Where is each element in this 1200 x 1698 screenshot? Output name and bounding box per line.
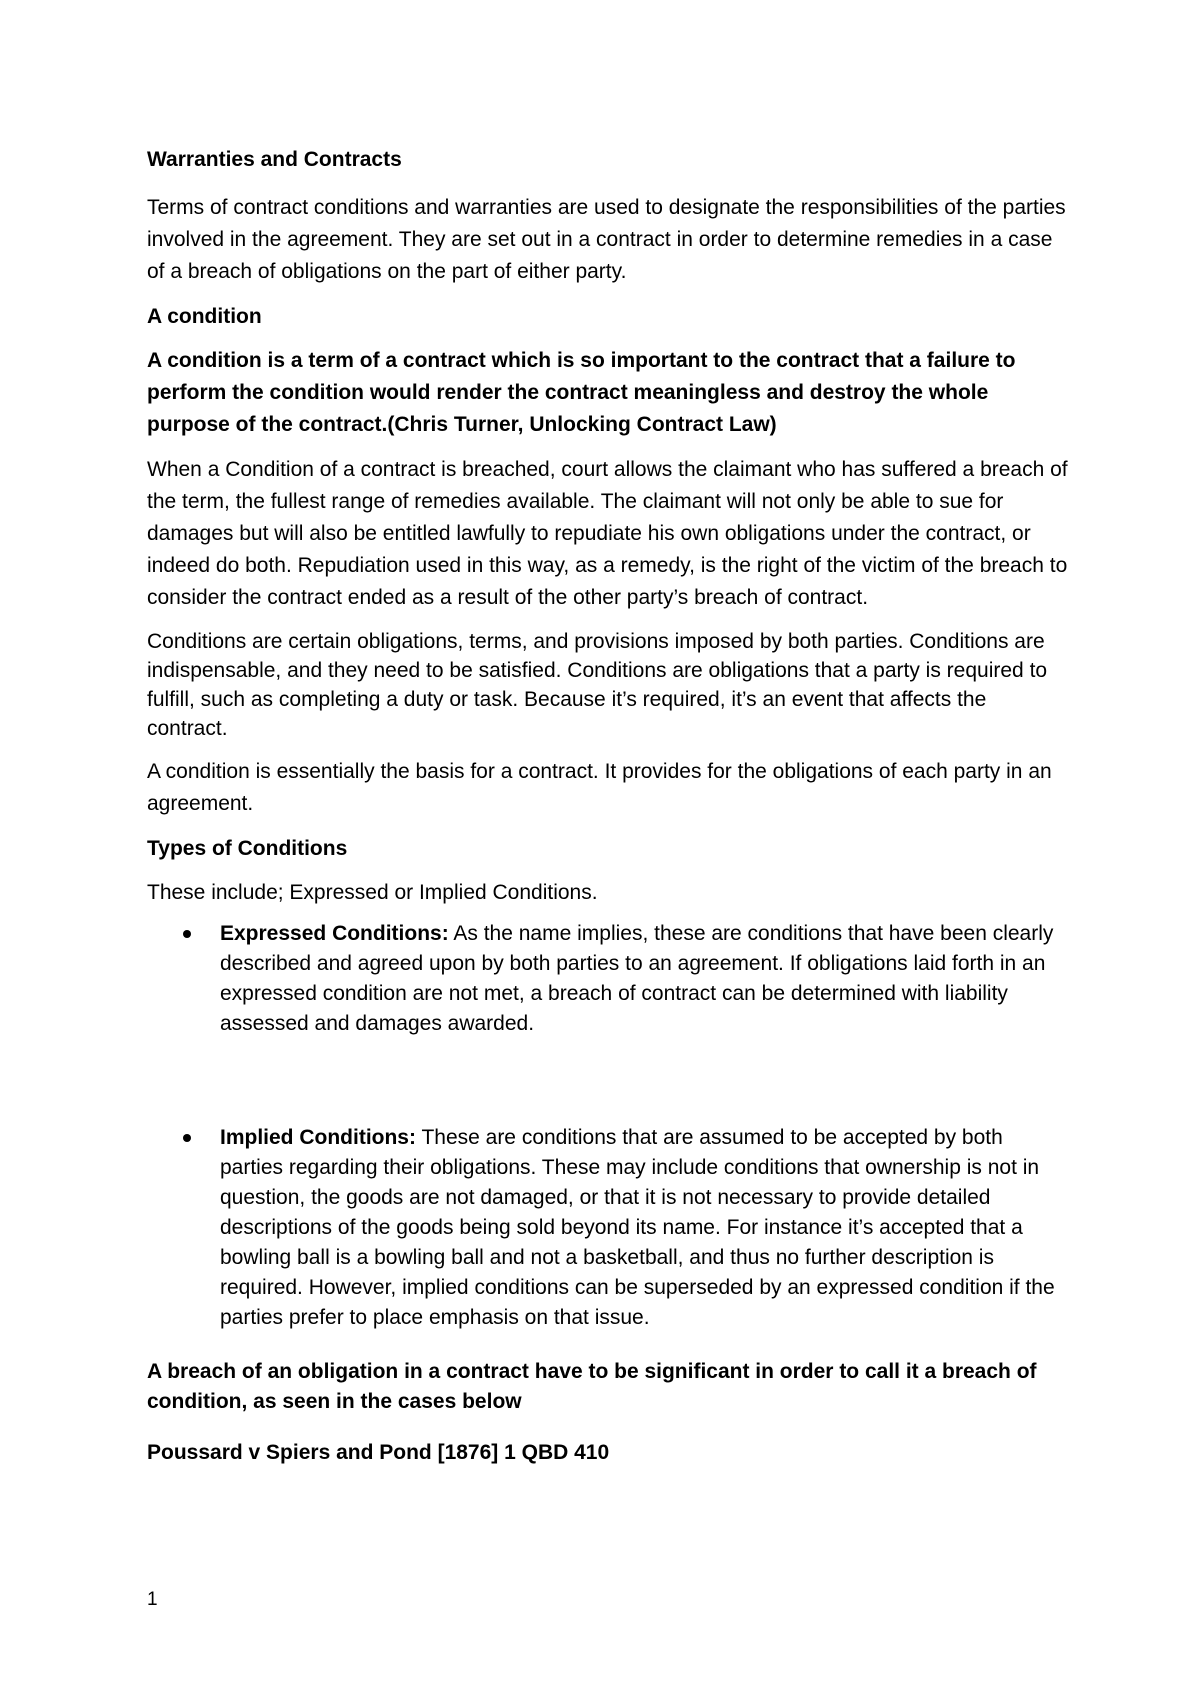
bullet-icon: [183, 930, 191, 938]
conditions-list: [147, 919, 1069, 1333]
significance-statement: A breach of an obligation in a contract have to be significant in order to call it a breach of condition, as seen in the cases below: [147, 1360, 1037, 1413]
conditions-paragraph: Conditions are certain obligations, terms, and provisions imposed by both parties. Conditions are indispensable, and they need to be satisfied. Conditions are obligations that a party is required to fulfill, such as completing a duty or task. Because it’s required, it’s an event that affects the contract.: [147, 630, 1048, 740]
implied-term: Implied Conditions:: [220, 1126, 416, 1149]
intro-paragraph: Terms of contract conditions and warranties are used to designate the responsibilities of the parties involved in the agreement. They are set out in a contract in order to determine remedies in a case of a breach of obligations on the part of either party.: [147, 196, 1066, 283]
list-item-expressed: [147, 919, 1069, 1039]
bullet-icon: [183, 1134, 191, 1142]
condition-heading: A condition: [147, 305, 262, 328]
list-item-implied: [147, 1123, 1069, 1333]
expressed-term: Expressed Conditions:: [220, 922, 449, 945]
types-intro: These include; Expressed or Implied Conditions.: [147, 881, 598, 904]
case-citation: Poussard v Spiers and Pond [1876] 1 QBD 410: [147, 1441, 610, 1464]
expressed-text: As the name implies, these are conditions that have been clearly described and agreed upon by both parties to an agreement. If obligations laid forth in an expressed condition are not met, a breach of contract can be determined with liability assessed and damages awarded.: [220, 922, 1054, 1035]
page-number: 1: [147, 1589, 158, 1610]
document-title: Warranties and Contracts: [147, 148, 402, 171]
condition-definition: A condition is a term of a contract which is so important to the contract that a failure to perform the condition would render the contract meaningless and destroy the whole purpose of the contract.(Chris Turner, Unlocking Contract Law): [147, 349, 1016, 436]
breach-paragraph: When a Condition of a contract is breached, court allows the claimant who has suffered a breach of the term, the fullest range of remedies available. The claimant will not only be able to sue for damages but will also be entitled lawfully to repudiate his own obligations under the contract, or indeed do both. Repudiation used in this way, as a remedy, is the right of the victim of the breach to consider the contract ended as a result of the other party’s breach of contract.: [147, 458, 1068, 609]
document-body: [147, 144, 1069, 1481]
types-heading: Types of Conditions: [147, 837, 348, 860]
implied-text: These are conditions that are assumed to be accepted by both parties regarding their obligations. These may include conditions that ownership is not in question, the goods are not damaged, or that it is not necessary to provide detailed descriptions of the goods being sold beyond its name. For instance it’s accepted that a bowling ball is a bowling ball and not a basketball, and thus no further description is required. However, implied conditions can be superseded by an expressed condition if the parties prefer to place emphasis on that issue.: [220, 1126, 1055, 1329]
basis-paragraph: A condition is essentially the basis for a contract. It provides for the obligations of each party in an agreement.: [147, 760, 1052, 815]
